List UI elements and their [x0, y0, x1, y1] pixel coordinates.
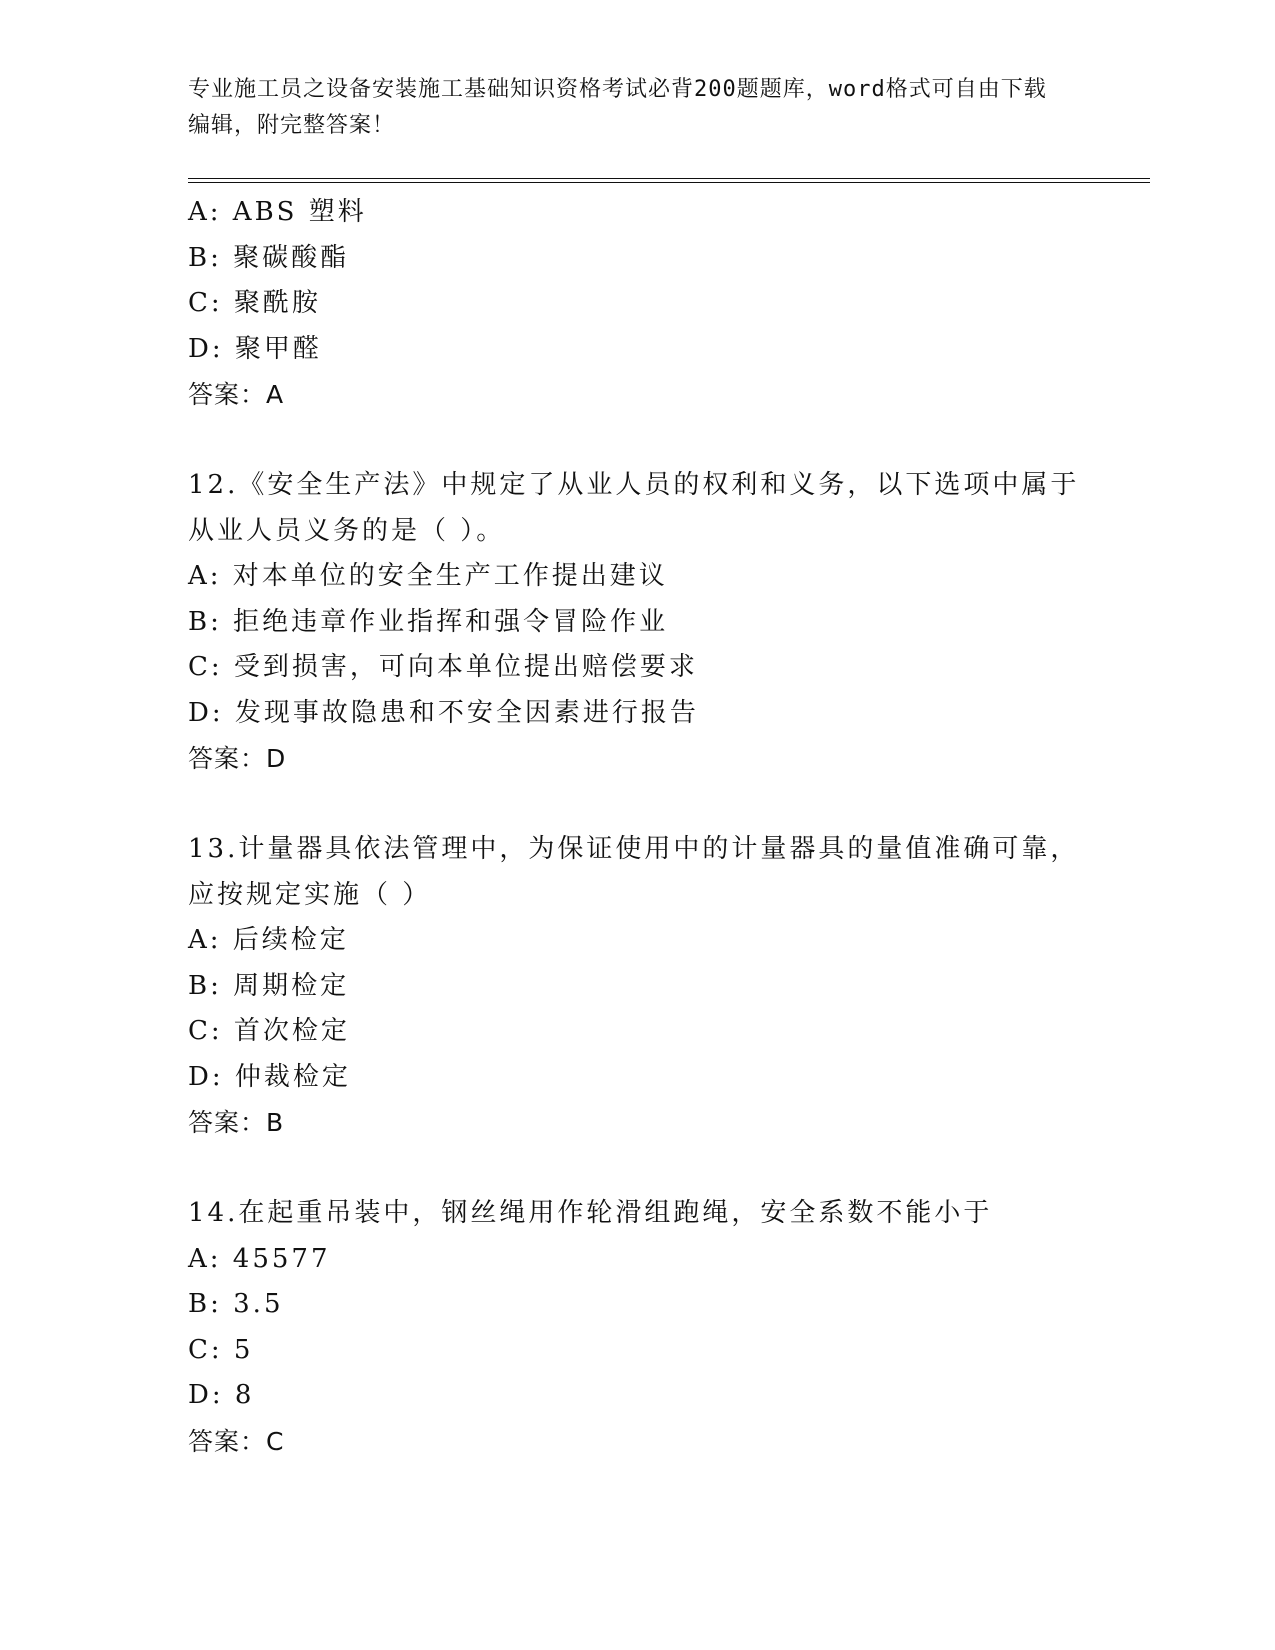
question-13-stem-line-2: 应按规定实施（ ） — [188, 879, 432, 910]
question-list — [188, 190, 1148, 1464]
option-c: C: 受到损害，可向本单位提出赔偿要求 — [188, 652, 698, 682]
option-d: D: 发现事故隐患和不安全因素进行报告 — [188, 697, 699, 728]
document-title: 专业施工员之设备安装施工基础知识资格考试必背200题题库，word格式可自由下载编辑，附完整答案！ — [188, 77, 1047, 138]
option-b: B: 3.5 — [188, 1289, 284, 1319]
header-divider — [188, 178, 1150, 183]
answer-line: 答案：C — [188, 1426, 285, 1456]
option-b: B: 聚碳酸酯 — [188, 242, 350, 273]
answer-line: 答案：D — [188, 744, 287, 773]
answer-line: 答案：B — [188, 1108, 285, 1137]
question-12-stem-line-2: 从业人员义务的是（ ）。 — [188, 515, 506, 546]
question-14-stem-line-1: 14.在起重吊装中，钢丝绳用作轮滑组跑绳，安全系数不能小于 — [188, 1198, 993, 1228]
option-a: A: ABS 塑料 — [188, 197, 367, 227]
option-b: B: 拒绝违章作业指挥和强令冒险作业 — [188, 606, 669, 637]
option-c: C: 5 — [188, 1334, 254, 1365]
question-12-stem-line-1: 12.《安全生产法》中规定了从业人员的权利和义务，以下选项中属于 — [188, 470, 1080, 500]
question-13-stem-line-1: 13.计量器具依法管理中，为保证使用中的计量器具的量值准确可靠， — [188, 834, 1080, 864]
option-a: A: 45577 — [188, 1243, 331, 1274]
option-a: A: 后续检定 — [188, 925, 349, 955]
option-c: C: 聚酰胺 — [188, 288, 321, 318]
option-d: D: 8 — [188, 1380, 255, 1410]
option-c: C: 首次检定 — [188, 1016, 350, 1046]
answer-line: 答案：A — [188, 380, 285, 409]
option-d: D: 仲裁检定 — [188, 1061, 351, 1092]
option-d: D: 聚甲醛 — [188, 333, 322, 364]
option-b: B: 周期检定 — [188, 970, 350, 1001]
option-a: A: 对本单位的安全生产工作提出建议 — [188, 561, 668, 591]
